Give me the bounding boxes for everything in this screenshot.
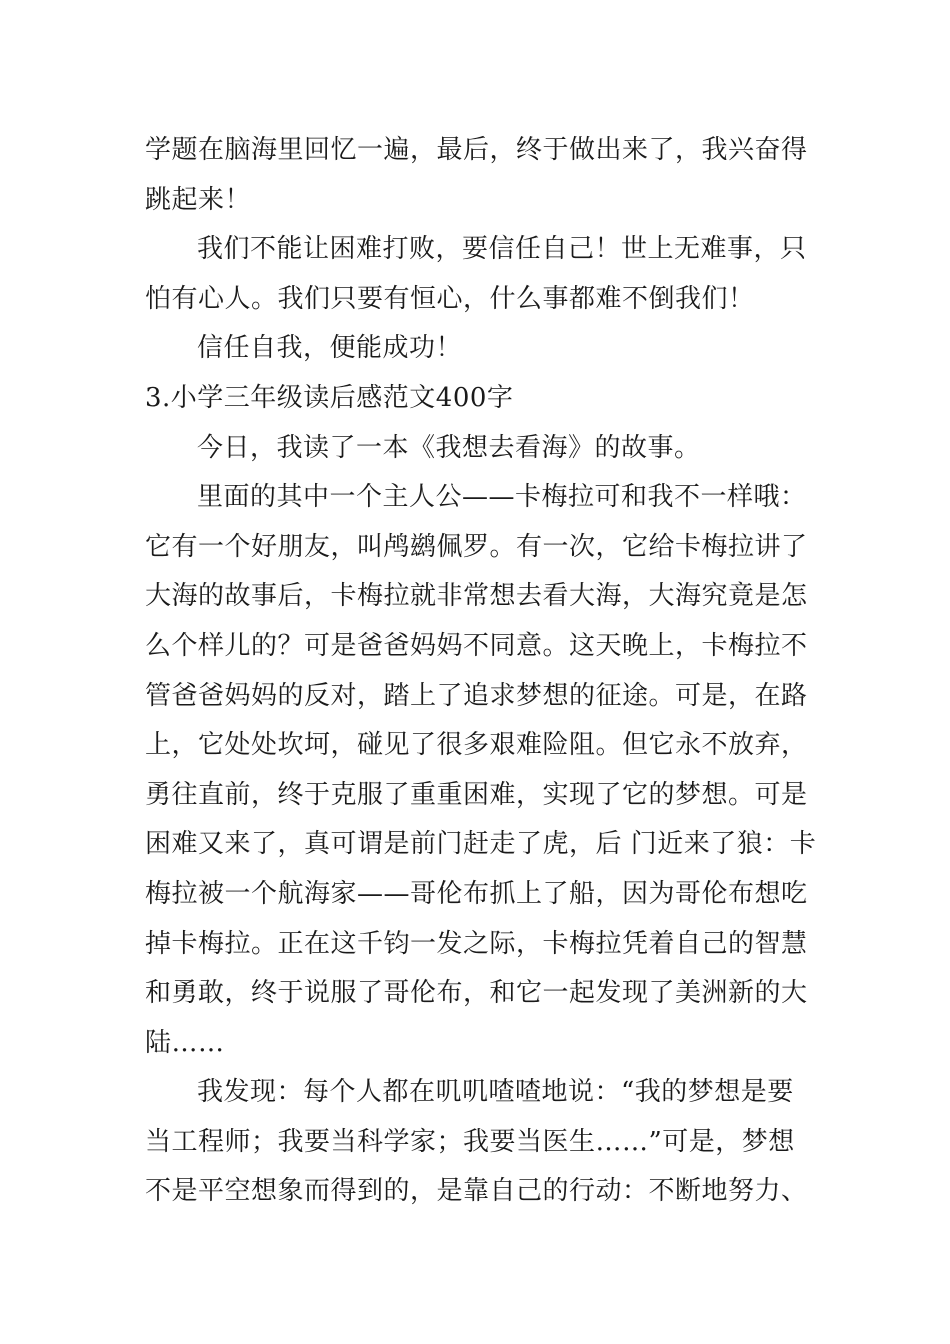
text-line: 我发现：每个人都在叽叽喳喳地说：“我的梦想是要 [197, 1077, 794, 1108]
section-heading: 3.小学三年级读后感范文400字 [145, 382, 514, 413]
text-line: 勇往直前，终于克服了重重困难，实现了它的梦想。可是 [145, 779, 808, 810]
text-line: 不是平空想象而得到的，是靠自己的行动：不断地努力、 [145, 1176, 808, 1207]
document-body [145, 126, 817, 1217]
text-line: 当工程师；我要当科学家；我要当医生……”可是，梦想 [145, 1126, 795, 1157]
text-line: 困难又来了，真可谓是前门赶走了虎，后 门近来了狼：卡 [145, 829, 817, 860]
text-line: 上，它处处坎坷，碰见了很多艰难险阻。但它永不放弃， [145, 730, 808, 761]
text-line: 跳起来！ [145, 184, 252, 215]
text-line: 学题在脑海里回忆一遍，最后，终于做出来了，我兴奋得 [145, 135, 808, 165]
text-line: 里面的其中一个主人公——卡梅拉可和我不一样哦： [197, 482, 807, 513]
text-line: 我们不能让困难打败，要信任自己！世上无难事，只 [197, 234, 807, 265]
text-line: 它有一个好朋友，叫鸬鹚佩罗。有一次，它给卡梅拉讲了 [145, 531, 808, 562]
text-line: 掉卡梅拉。正在这千钧一发之际，卡梅拉凭着自己的智慧 [145, 928, 808, 959]
text-line: 大海的故事后，卡梅拉就非常想去看大海，大海究竟是怎 [145, 581, 808, 612]
text-line: 今日，我读了一本《我想去看海》的故事。 [197, 432, 701, 463]
text-line: 陆…… [145, 1027, 225, 1058]
text-line: 信任自我，便能成功！ [197, 333, 463, 364]
text-line: 怕有心人。我们只要有恒心，什么事都难不倒我们！ [145, 283, 755, 314]
text-line: 梅拉被一个航海家——哥伦布抓上了船，因为哥伦布想吃 [145, 878, 808, 909]
text-line: 管爸爸妈妈的反对，踏上了追求梦想的征途。可是，在路 [145, 680, 808, 711]
text-line: 么个样儿的？可是爸爸妈妈不同意。这天晚上，卡梅拉不 [145, 630, 808, 661]
text-line: 和勇敢，终于说服了哥伦布，和它一起发现了美洲新的大 [145, 978, 808, 1009]
